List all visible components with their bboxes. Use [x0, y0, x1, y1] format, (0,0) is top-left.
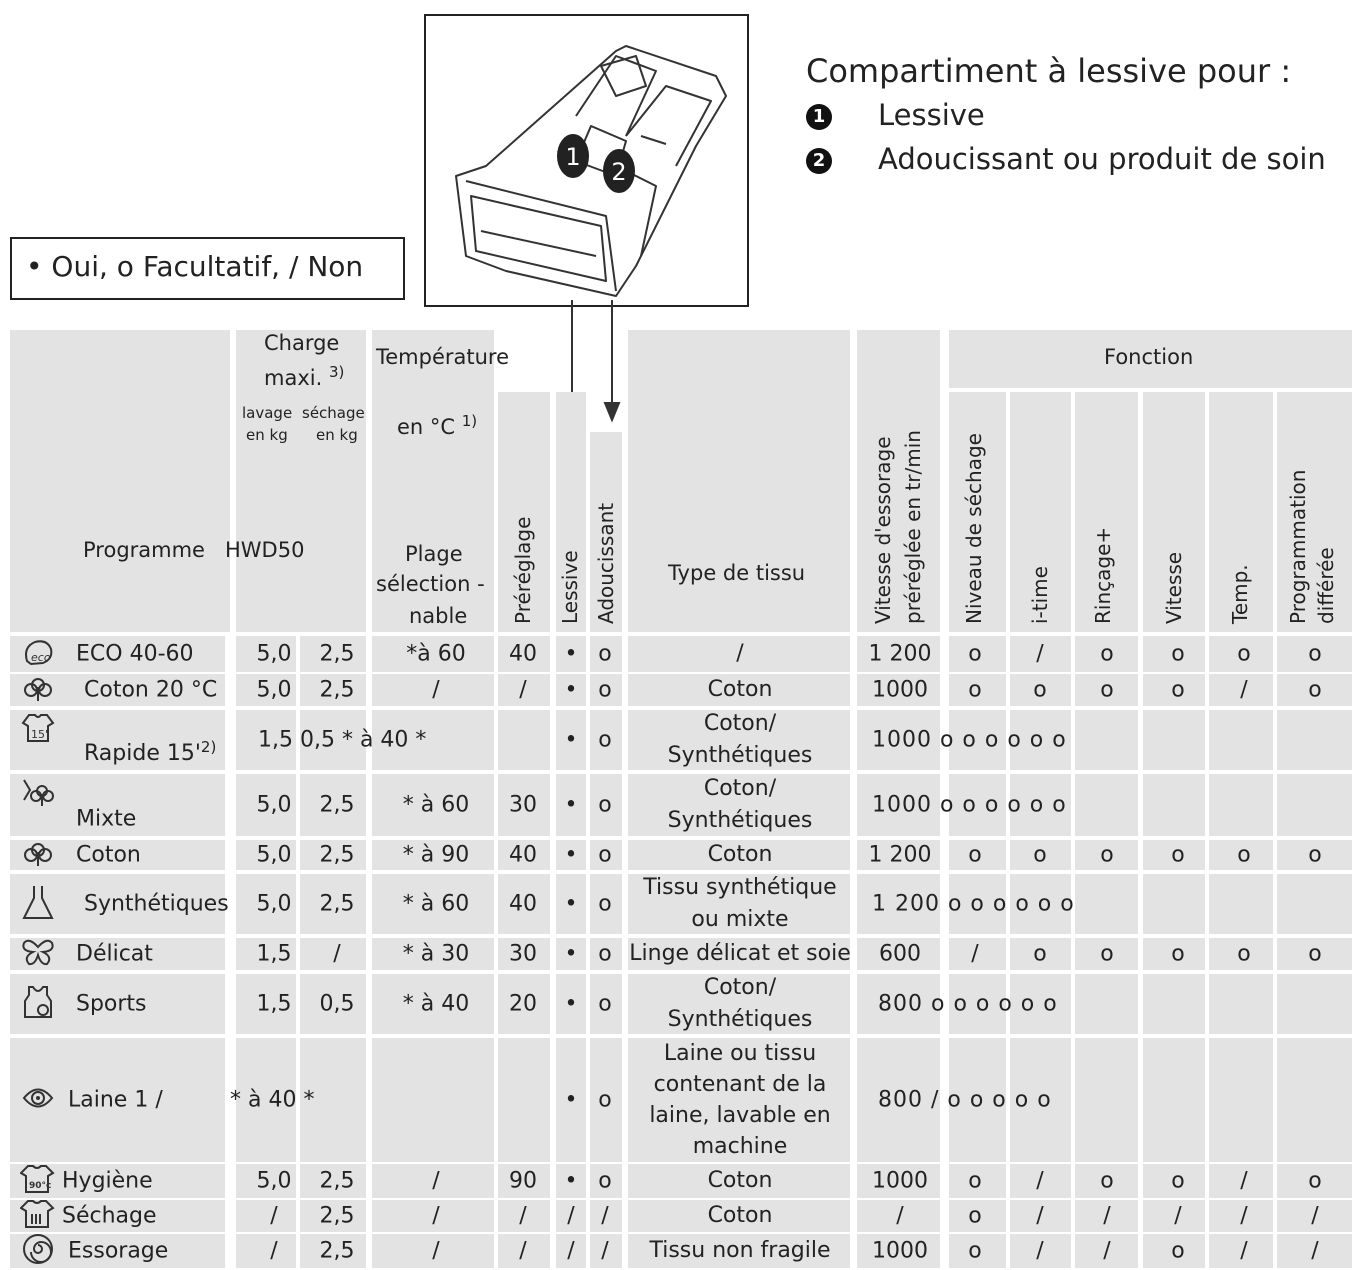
temperature-preset: 40	[509, 641, 537, 667]
fabric-type-line: Coton/	[703, 776, 777, 801]
softener-compartment: /	[601, 1238, 609, 1264]
program-name: Délicat	[76, 941, 153, 967]
softener-compartment: o	[598, 991, 612, 1017]
temperature-range: /	[432, 1238, 440, 1264]
hygiene-icon	[20, 1163, 56, 1199]
function-option: o	[968, 1238, 982, 1264]
table-cell	[1209, 874, 1273, 934]
detergent-compartment: •	[564, 941, 578, 967]
header-vitesse-fonction: Vitesse	[1162, 551, 1186, 624]
function-option: o	[1308, 842, 1322, 868]
header-maxi: maxi. $^{3)}$	[264, 363, 345, 390]
header-lavage: lavage	[242, 404, 293, 422]
temperature-range: /	[432, 1203, 440, 1229]
charge-sechage: 2,5	[319, 641, 355, 667]
header-niveau-sechage: Niveau de séchage	[962, 433, 986, 624]
header-vitesse-2: préréglée en tr/min	[901, 430, 925, 624]
temperature-preset: 40	[509, 891, 537, 917]
header-sechage-unit: en kg	[316, 426, 358, 444]
program-name: Hygiène	[62, 1168, 153, 1194]
function-option: /	[1174, 1203, 1182, 1229]
function-option: o	[1100, 1168, 1114, 1194]
charge-sechage: 2,5	[319, 1168, 355, 1194]
detergent-compartment: •	[564, 991, 578, 1017]
function-option: o	[1237, 842, 1251, 868]
table-cell	[1209, 774, 1273, 836]
temperature-preset: /	[519, 1238, 527, 1264]
header-plage-2: sélection -	[376, 572, 485, 596]
temperature-range: /	[432, 677, 440, 703]
detergent-compartment: •	[564, 1087, 578, 1113]
function-option: o	[1033, 677, 1047, 703]
fabric-type-line: Laine ou tissu	[663, 1041, 817, 1066]
fabric-type	[668, 972, 813, 1036]
compartment-marker-1	[557, 134, 589, 178]
detergent-compartment: •	[564, 1168, 578, 1194]
header-type-tissu: Type de tissu	[668, 561, 806, 585]
fabric-type-line: Tissu synthétique	[643, 875, 837, 900]
program-name: Séchage	[62, 1203, 157, 1229]
table-cell	[498, 710, 550, 770]
header-model: HWD50	[225, 538, 305, 562]
table-cell	[1075, 874, 1138, 934]
function-option: o	[1033, 941, 1047, 967]
table-cell	[1143, 974, 1205, 1034]
charge-sechage: 2,5	[319, 1203, 355, 1229]
function-option: o	[1171, 1168, 1185, 1194]
spin-speed-and-functions: 1000 o o o o o o	[872, 727, 1067, 753]
fabric-type-line: Synthétiques	[667, 743, 813, 768]
fabric-type-line: Coton	[707, 842, 773, 867]
header-cell-programme	[10, 330, 230, 632]
legend-box	[10, 237, 405, 300]
fabric-type	[668, 708, 813, 772]
fabric-type	[708, 674, 773, 706]
table-cell	[372, 1038, 494, 1162]
program-name: ECO 40-60	[76, 641, 194, 667]
detergent-drawer-illustration	[424, 14, 749, 307]
header-en-celsius: en °C $^{1)}$	[397, 412, 478, 439]
softener-compartment: o	[598, 1087, 612, 1113]
program-name: Coton 20 °C	[84, 677, 218, 703]
temperature-range: * à 30	[402, 941, 470, 967]
compartment-title: Compartiment à lessive pour :	[806, 52, 1292, 90]
function-option: o	[1171, 677, 1185, 703]
temperature-range: * à 60	[402, 891, 470, 917]
temperature-range: /	[432, 1168, 440, 1194]
program-name: Laine 1 /	[68, 1087, 163, 1113]
function-option: /	[1240, 1203, 1248, 1229]
softener-compartment: o	[598, 842, 612, 868]
svg-text:eco: eco	[31, 651, 51, 664]
function-option: o	[1100, 677, 1114, 703]
function-option: o	[968, 1168, 982, 1194]
function-option: o	[968, 641, 982, 667]
fabric-type-line: machine	[692, 1134, 788, 1159]
wool-icon	[21, 1081, 55, 1119]
charge-lavage: 1,5	[256, 991, 292, 1017]
fabric-type-line: Linge délicat et soie	[629, 941, 851, 966]
charge-lavage: 5,0	[256, 1168, 292, 1194]
fabric-type-line: Coton	[707, 677, 773, 702]
svg-text:90°c: 90°c	[29, 1181, 52, 1191]
temperature-range: * à 60	[402, 792, 470, 818]
temperature-range: *à 60	[406, 641, 466, 667]
softener-compartment: o	[598, 677, 612, 703]
function-option: o	[1100, 641, 1114, 667]
compartment-marker-2	[603, 149, 635, 193]
function-option: o	[1171, 842, 1185, 868]
table-cell	[1075, 774, 1138, 836]
function-option: o	[968, 677, 982, 703]
header-plage-1: Plage	[405, 542, 463, 566]
fabric-type-line: laine, lavable en	[649, 1103, 831, 1128]
detergent-compartment: /	[567, 1238, 575, 1264]
header-plage-3: nable	[409, 604, 468, 628]
temperature-preset: /	[519, 677, 527, 703]
sports-icon	[21, 983, 55, 1025]
charge-lavage: 1,5	[256, 941, 292, 967]
fabric-type-line: Synthétiques	[667, 1007, 813, 1032]
header-programme: Programme	[83, 538, 205, 562]
detergent-compartment: •	[564, 891, 578, 917]
function-option: /	[971, 941, 979, 967]
function-option: /	[1240, 677, 1248, 703]
charge-sechage: 2,5	[319, 891, 355, 917]
header-programmation-1: Programmation	[1286, 469, 1310, 624]
program-name-note: 2)	[200, 737, 217, 756]
table-cell	[236, 1234, 296, 1268]
legend-text: • Oui, o Facultatif, / Non	[26, 250, 364, 283]
temperature-range: * à 90	[402, 842, 470, 868]
function-option: o	[968, 1203, 982, 1229]
compartment-item-2	[806, 142, 1326, 176]
drawer-drawing	[426, 16, 747, 305]
compartment-number-1: 1	[806, 104, 832, 130]
function-option: o	[1308, 677, 1322, 703]
compartment-number-2: 2	[806, 148, 832, 174]
charge-lavage: /	[270, 1203, 278, 1229]
function-option: o	[968, 842, 982, 868]
function-option: /	[1103, 1238, 1111, 1264]
softener-compartment: o	[598, 1168, 612, 1194]
charge-lavage: 5,0	[256, 677, 292, 703]
softener-compartment: o	[598, 792, 612, 818]
table-cell	[1075, 710, 1138, 770]
header-cell-tissu	[628, 330, 850, 632]
spin-speed: 1000	[872, 1168, 928, 1194]
temperature-preset: /	[519, 1203, 527, 1229]
program-name: Rapide $15'^{2)}$	[84, 737, 217, 767]
fabric-type	[643, 872, 836, 936]
function-option: /	[1311, 1238, 1319, 1264]
softener-compartment: /	[601, 1203, 609, 1229]
marker-1-label: 1	[565, 143, 581, 171]
charge-sechage: 0,5	[319, 991, 355, 1017]
function-option: /	[1103, 1203, 1111, 1229]
fabric-type	[649, 1235, 830, 1267]
table-cell	[498, 1038, 550, 1162]
temperature-preset: 90	[509, 1168, 537, 1194]
temperature-preset: 30	[509, 941, 537, 967]
table-cell	[1209, 974, 1273, 1034]
fabric-type-line: Synthétiques	[667, 808, 813, 833]
fabric-type-line: Coton/	[703, 711, 777, 736]
table-cell	[1277, 774, 1352, 836]
function-option: o	[1100, 842, 1114, 868]
fabric-type	[649, 1038, 830, 1162]
header-programmation-2: différée	[1314, 547, 1338, 624]
table-cell	[1075, 1038, 1138, 1162]
table-cell	[1209, 1038, 1273, 1162]
butterfly-icon	[21, 937, 55, 971]
header-prereglage: Préréglage	[511, 516, 535, 624]
charge-sechage: /	[333, 941, 341, 967]
compartment-label-1: Lessive	[878, 98, 985, 132]
function-option: o	[1033, 842, 1047, 868]
fabric-type	[708, 839, 773, 871]
header-charge: Charge	[264, 331, 340, 355]
temperature-range: * à 40	[402, 991, 470, 1017]
function-option: /	[1240, 1238, 1248, 1264]
fabric-type-line: ou mixte	[691, 907, 789, 932]
function-option: o	[1171, 941, 1185, 967]
charge-lavage: 5,0	[256, 641, 292, 667]
function-option: o	[1308, 941, 1322, 967]
header-adoucissant: Adoucissant	[594, 502, 618, 624]
detergent-compartment: •	[564, 727, 578, 753]
detergent-compartment: •	[564, 641, 578, 667]
charge-sechage: 2,5	[319, 792, 355, 818]
table-cell	[1075, 974, 1138, 1034]
function-option: o	[1237, 941, 1251, 967]
table-cell	[1277, 874, 1352, 934]
shirt-15-icon	[21, 711, 55, 749]
function-option: /	[1036, 1238, 1044, 1264]
header-lessive: Lessive	[558, 550, 582, 624]
function-option: /	[1311, 1203, 1319, 1229]
detergent-compartment: •	[564, 842, 578, 868]
function-option: o	[1308, 641, 1322, 667]
spin-speed: /	[896, 1203, 904, 1229]
program-name: Coton	[76, 842, 141, 868]
charge-lavage: 5,0	[256, 891, 292, 917]
header-vitesse-1: Vitesse d'essorage	[871, 436, 895, 624]
fabric-type-line: Coton/	[703, 975, 777, 1000]
eco-icon	[21, 637, 55, 671]
fabric-type	[708, 1165, 773, 1197]
softener-compartment: o	[598, 641, 612, 667]
mixed-icon	[20, 776, 56, 814]
function-option: /	[1036, 641, 1044, 667]
compartment-item-1	[806, 98, 985, 132]
fabric-type	[629, 938, 850, 970]
detergent-compartment: /	[567, 1203, 575, 1229]
table-cell	[1143, 774, 1205, 836]
flask-icon	[21, 882, 55, 926]
merged-charge-temperature: 1,5 0,5 * à 40 *	[258, 727, 427, 753]
spin-speed-and-functions: 1000 o o o o o o	[872, 792, 1067, 818]
temperature-preset: 20	[509, 991, 537, 1017]
program-name: Synthétiques	[84, 891, 229, 917]
fabric-type-line: contenant de la	[653, 1072, 827, 1097]
cotton-icon	[23, 673, 53, 707]
function-option: o	[1308, 1168, 1322, 1194]
fabric-type-line: Tissu non fragile	[649, 1238, 831, 1263]
function-option: o	[1171, 1238, 1185, 1264]
header-rincage: Rinçage+	[1091, 526, 1115, 624]
fabric-type	[668, 773, 813, 837]
spin-speed: 1000	[872, 677, 928, 703]
program-name: Sports	[76, 991, 147, 1017]
spin-speed: 600	[879, 941, 921, 967]
compartment-label-2: Adoucissant ou produit de soin	[878, 142, 1326, 176]
function-option: o	[1171, 641, 1185, 667]
marker-2-label: 2	[611, 158, 627, 186]
function-option: o	[1100, 941, 1114, 967]
header-temp: Temp.	[1228, 564, 1252, 624]
charge-sechage: 2,5	[319, 677, 355, 703]
program-name: Mixte	[76, 806, 137, 832]
spin-speed-and-functions: 800 o o o o o o	[878, 991, 1058, 1017]
spin-icon	[21, 1232, 55, 1270]
temperature-preset: 40	[509, 842, 537, 868]
header-temperature: Température	[376, 345, 510, 369]
header-fonction: Fonction	[1104, 345, 1194, 369]
fabric-type	[708, 1200, 773, 1232]
table-cell	[1277, 974, 1352, 1034]
function-option: o	[1237, 641, 1251, 667]
fabric-type-line: Coton	[707, 1203, 773, 1228]
cotton-icon	[23, 838, 53, 872]
spin-speed: 1 200	[868, 641, 932, 667]
table-cell	[1143, 710, 1205, 770]
temperature-preset: 30	[509, 792, 537, 818]
table-cell	[1277, 1038, 1352, 1162]
table-cell	[1277, 710, 1352, 770]
table-cell	[1143, 1038, 1205, 1162]
function-option: /	[1240, 1168, 1248, 1194]
detergent-compartment: •	[564, 677, 578, 703]
header-itime: i-time	[1028, 566, 1052, 624]
table-cell	[1143, 874, 1205, 934]
softener-compartment: o	[598, 941, 612, 967]
charge-sechage: 2,5	[319, 842, 355, 868]
fabric-type-line: /	[736, 641, 744, 666]
detergent-compartment: •	[564, 792, 578, 818]
fabric-type	[736, 638, 743, 670]
merged-charge-temperature: * à 40 *	[230, 1087, 315, 1113]
charge-lavage: 5,0	[256, 842, 292, 868]
function-option: /	[1036, 1203, 1044, 1229]
spin-speed: 1 200	[868, 842, 932, 868]
dry-icon	[20, 1198, 56, 1234]
spin-speed-and-functions: 1 200 o o o o o o	[872, 891, 1075, 917]
svg-text:15': 15'	[31, 728, 49, 741]
charge-lavage: 5,0	[256, 792, 292, 818]
spin-speed-and-functions: 800 / o o o o o	[878, 1087, 1052, 1113]
header-lavage-unit: en kg	[246, 426, 288, 444]
softener-compartment: o	[598, 727, 612, 753]
table-cell	[236, 1200, 296, 1232]
header-sechage: séchage	[302, 404, 365, 422]
spin-speed: 1000	[872, 1238, 928, 1264]
charge-lavage: /	[270, 1238, 278, 1264]
program-name: Essorage	[68, 1238, 169, 1264]
header-cell-vitesse	[857, 330, 940, 632]
fabric-type-line: Coton	[707, 1168, 773, 1193]
charge-sechage: 2,5	[319, 1238, 355, 1264]
table-cell	[1209, 710, 1273, 770]
softener-compartment: o	[598, 891, 612, 917]
function-option: /	[1036, 1168, 1044, 1194]
